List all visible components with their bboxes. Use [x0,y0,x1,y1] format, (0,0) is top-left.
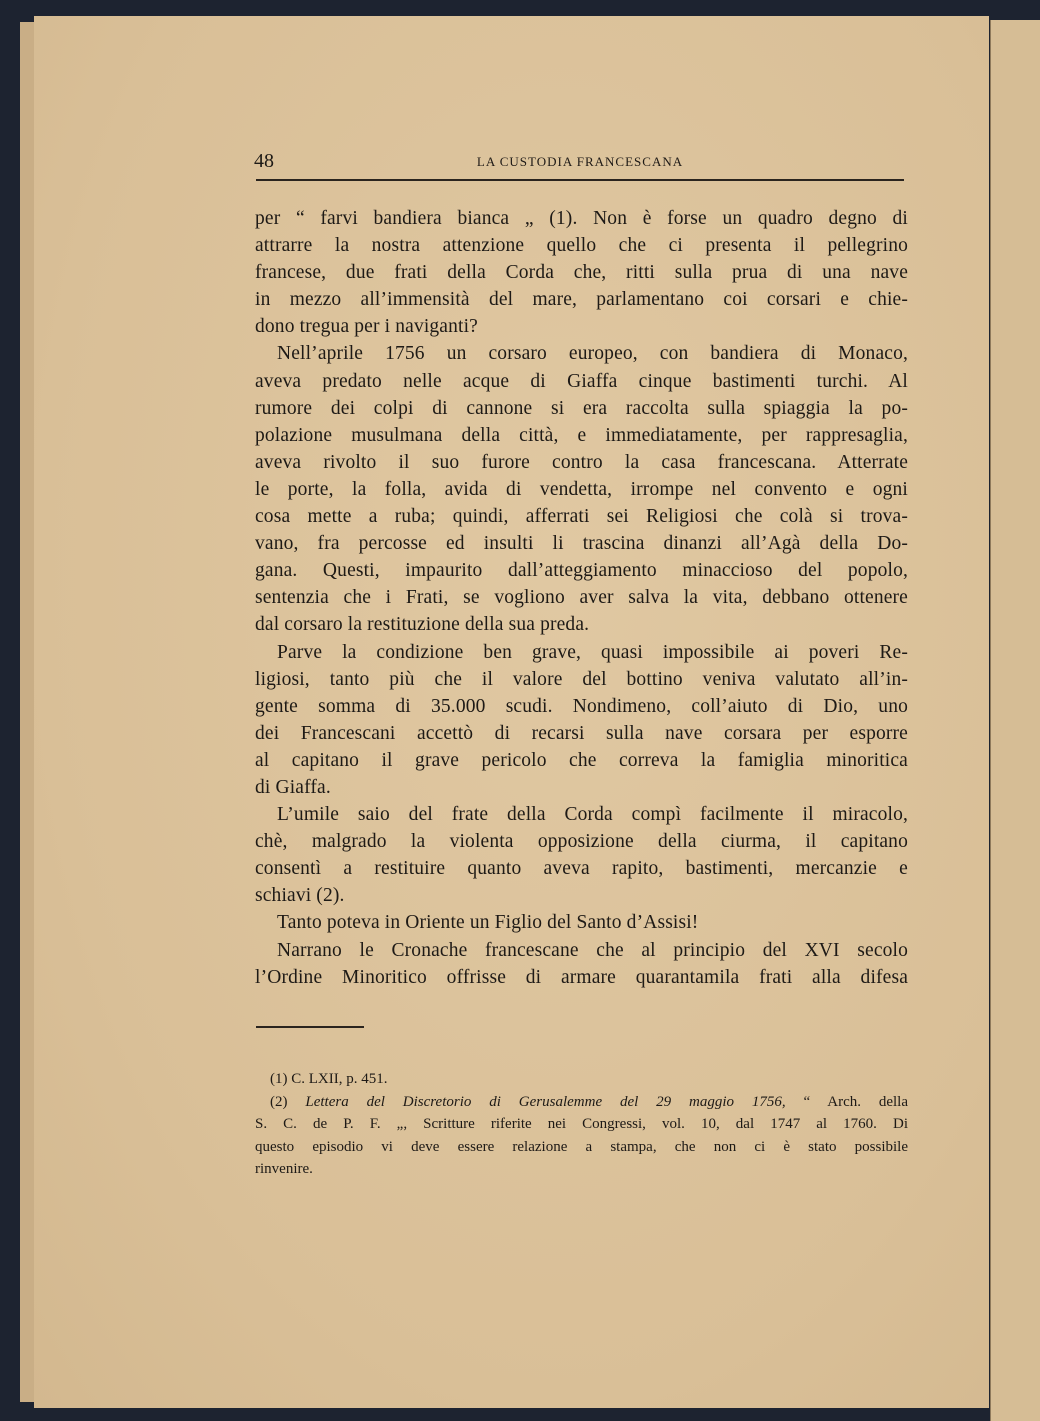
footnote-2-line: S. C. de P. F. „, Scritture riferite nei Congressi, vol. 10, dal 1747 al 1760. Di [255,1116,908,1132]
footnote-rule [256,1026,364,1028]
footnote-2-line: rinvenire. [255,1161,313,1177]
running-header [254,150,906,172]
text-line: dono tregua per i naviganti? [255,316,478,338]
text-line: Nell’aprile 1756 un corsaro europeo, con bandiera di Monaco, [277,343,908,365]
facing-page-edge [990,20,1040,1421]
text-line: gana. Questi, impaurito dall’atteggiamento minaccioso del popolo, [255,560,908,582]
footnote-2-mark: (2) [270,1093,288,1110]
page-number: 48 [254,150,274,172]
text-line: L’umile saio del frate della Corda compì facilmente il miracolo, [277,804,908,826]
page-stack-edge [20,22,35,1402]
text-line: rumore dei colpi di cannone si era raccolta sulla spiaggia la po- [255,397,908,419]
text-line: attrarre la nostra attenzione quello che ci presenta il pellegrino [255,235,908,257]
text-line: cosa mette a ruba; quindi, afferrati sei Religiosi che colà si trova- [255,506,908,528]
text-line: dal corsaro la restituzione della sua preda. [255,614,590,636]
text-line: le porte, la folla, avida di vendetta, irrompe nel convento e ogni [255,478,908,500]
text-line: aveva rivolto il suo furore contro la casa francescana. Atterrate [255,451,908,473]
text-line: in mezzo all’immensità del mare, parlamentano coi corsari e chie- [255,289,908,311]
text-line: sentenzia che i Frati, se vogliono aver salva la vita, debbano ottenere [255,587,908,609]
text-line: Parve la condizione ben grave, quasi impossibile ai poveri Re- [277,641,908,663]
text-line: vano, fra percosse ed insulti li trascina dinanzi all’Agà della Do- [255,533,908,555]
footnote-2 [255,1091,908,1114]
text-line: francese, due frati della Corda che, ritti sulla prua di una nave [255,262,908,284]
footnotes [255,1068,908,1181]
running-title: LA CUSTODIA FRANCESCANA [476,154,684,169]
body-text [255,205,908,991]
text-line: Tanto poteva in Oriente un Figlio del Santo d’Assisi! [277,912,699,934]
footnote-2-archive: “ Arch. della [803,1093,909,1110]
text-line: ligiosi, tanto più che il valore del bottino veniva valutato all’in- [255,668,908,690]
footnote-2-title: Lettera del Discretorio di Gerusalemme del 29 maggio 1756, [305,1093,786,1110]
text-line: polazione musulmana della città, e immediatamente, per rappresaglia, [255,424,908,446]
text-line: aveva predato nelle acque di Giaffa cinque bastimenti turchi. Al [255,370,908,392]
text-line: chè, malgrado la violenta opposizione della ciurma, il capitano [255,831,908,853]
header-rule [256,179,904,181]
text-line: dei Francescani accettò di recarsi sulla nave corsara per esporre [255,722,908,744]
footnote-1: (1) C. LXII, p. 451. [270,1071,388,1087]
text-line: di Giaffa. [255,776,331,798]
text-line: consentì a restituire quanto aveva rapito, bastimenti, mercanzie e [255,858,908,880]
text-line: per “ farvi bandiera bianca „ (1). Non è forse un quadro degno di [255,208,908,229]
text-line: gente somma di 35.000 scudi. Nondimeno, coll’aiuto di Dio, uno [255,695,908,717]
text-line: Narrano le Cronache francescane che al principio del XVI secolo [277,939,908,961]
text-line: schiavi (2). [255,885,345,907]
text-line: l’Ordine Minoritico offrisse di armare quarantamila frati alla difesa [255,966,908,988]
footnote-2-line: questo episodio vi deve essere relazione a stampa, che non ci è stato possibile [255,1138,908,1155]
text-line: al capitano il grave pericolo che correva la famiglia minoritica [255,749,908,771]
